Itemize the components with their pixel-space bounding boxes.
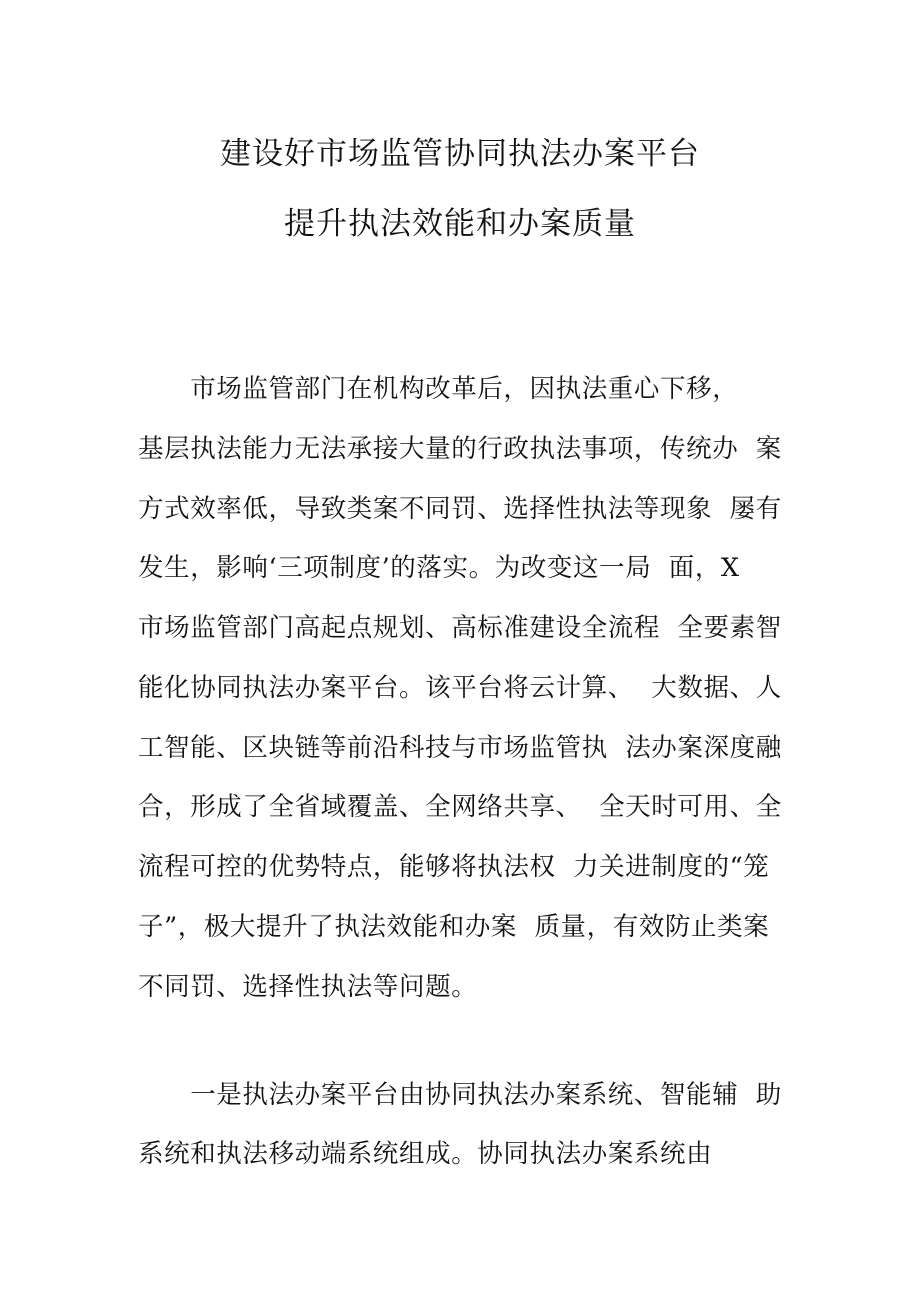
paragraph-line: 流程可控的优势特点，能够将执法权 力关进制度的“笼: [138, 852, 770, 882]
document-title-line-2: 提升执法效能和办案质量: [284, 206, 636, 242]
paragraph-line: 合，形成了全省域覆盖、全网络共享、 全天时可用、全: [138, 792, 782, 822]
document-title-line-1: 建设好市场监管协同执法办案平台: [220, 136, 700, 172]
paragraph-line: 不同罚、选择性执法等问题。: [138, 972, 478, 1002]
paragraph-line: 子”，极大提升了执法效能和办案 质量，有效防止类案: [138, 912, 770, 942]
paragraph-line: 基层执法能力无法承接大量的行政执法事项，传统办 案: [138, 434, 782, 464]
paragraph-line: 系统和执法移动端系统组成。协同执法办案系统由: [138, 1139, 713, 1169]
paragraph-line: 能化协同执法办案平台。该平台将云计算、 大数据、人: [138, 673, 782, 703]
paragraph-line: 方式效率低，导致类案不同罚、选择性执法等现象 屡有: [138, 494, 782, 524]
paragraph-line: 市场监管部门高起点规划、高标准建设全流程 全要素智: [138, 613, 782, 643]
paragraph-line: 市场监管部门在机构改革后，因执法重心下移，: [138, 374, 739, 404]
paragraph-line: 发生，影响‘三项制度’的落实。为改变这一局 面，X: [138, 553, 740, 583]
paragraph-line: 工智能、区块链等前沿科技与市场监管执 法办案深度融: [138, 733, 782, 763]
paragraph-line: 一是执法办案平台由协同执法办案系统、智能辅 助: [138, 1080, 782, 1110]
